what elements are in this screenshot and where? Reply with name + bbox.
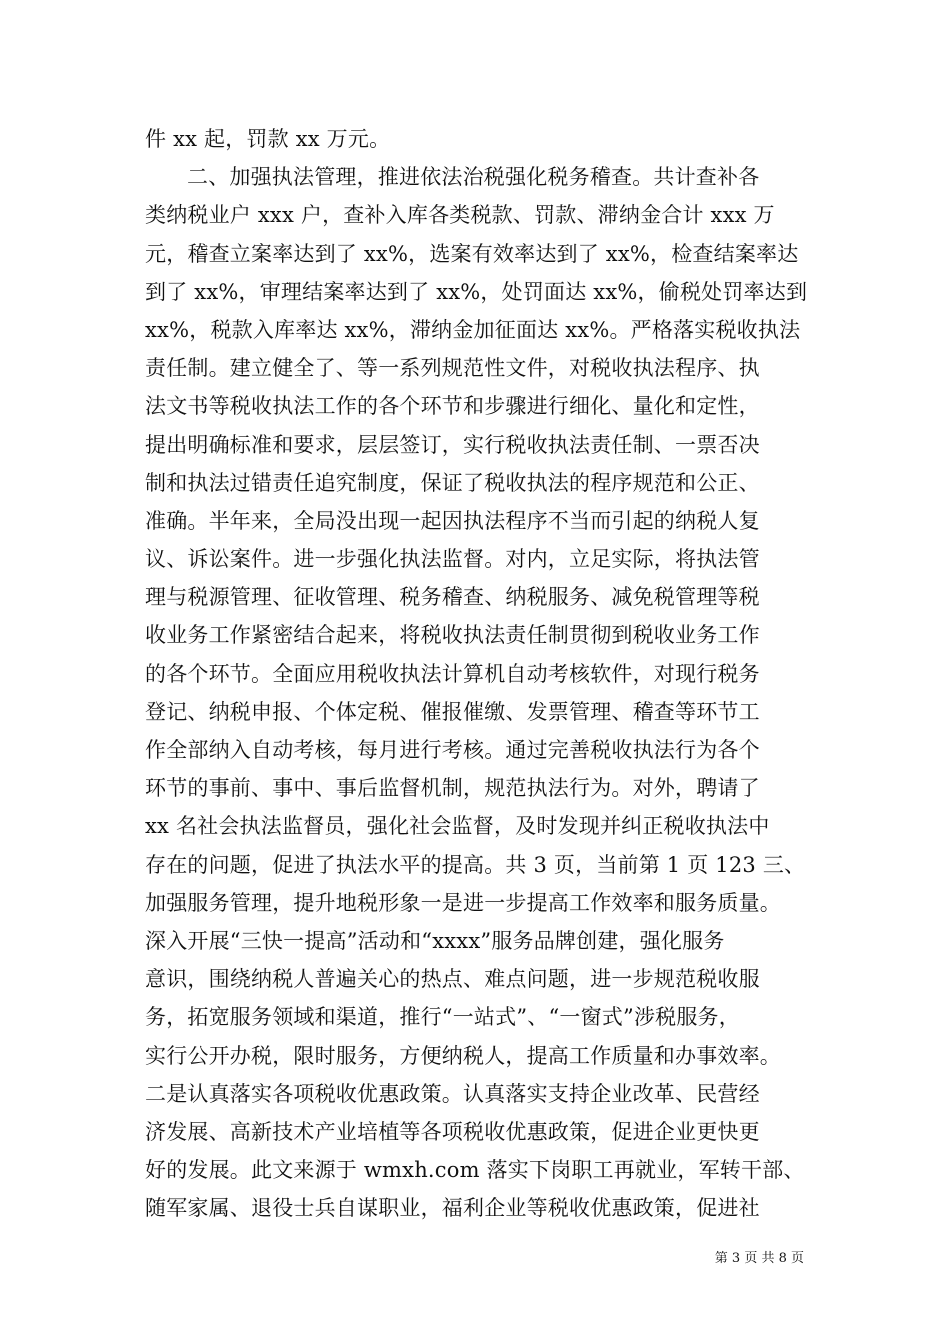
text-line: 存在的问题，促进了执法水平的提高。共 3 页，当前第 1 页 123 三、 <box>145 852 806 877</box>
text-line: 务，拓宽服务领域和渠道，推行“一站式”、“一窗式”涉税服务， <box>145 1005 740 1030</box>
text-line: 意识，围绕纳税人普遍关心的热点、难点问题，进一步规范税收服 <box>145 967 760 992</box>
text-line: 济发展、高新技术产业培植等各项税收优惠政策，促进企业更快更 <box>145 1119 760 1144</box>
text-line: 元，稽查立案率达到了 xx%，选案有效率达到了 xx%，检查结案率达 <box>145 241 799 266</box>
text-line: 责任制。建立健全了、等一系列规范性文件，对税收执法程序、执 <box>145 356 760 381</box>
text-line: xx 名社会执法监督员，强化社会监督，及时发现并纠正税收执法中 <box>145 814 770 839</box>
text-line: 法文书等税收执法工作的各个环节和步骤进行细化、量化和定性， <box>145 394 760 419</box>
text-line: 环节的事前、事中、事后监督机制，规范执法行为。对外，聘请了 <box>145 776 760 801</box>
text-line: 二是认真落实各项税收优惠政策。认真落实支持企业改革、民营经 <box>145 1081 760 1106</box>
text-line: 收业务工作紧密结合起来，将税收执法责任制贯彻到税收业务工作 <box>145 623 760 648</box>
body-text <box>145 120 810 1227</box>
text-line: 深入开展“三快一提高”活动和“xxxx”服务品牌创建，强化服务 <box>145 928 725 953</box>
text-line: 实行公开办税，限时服务，方便纳税人，提高工作质量和办事效率。 <box>145 1043 781 1068</box>
text-line: 好的发展。此文来源于 wmxh.com 落实下岗职工再就业，军转干部、 <box>145 1158 805 1183</box>
text-line: 件 xx 起，罚款 xx 万元。 <box>145 127 391 151</box>
text-line: 理与税源管理、征收管理、税务稽查、纳税服务、减免税管理等税 <box>145 585 760 610</box>
text-line: 类纳税业户 xxx 户，查补入库各类税款、罚款、滞纳金合计 xxx 万 <box>145 203 775 228</box>
text-line: 作全部纳入自动考核，每月进行考核。通过完善税收执法行为各个 <box>145 738 760 762</box>
text-line: 准确。半年来，全局没出现一起因执法程序不当而引起的纳税人复 <box>145 508 760 533</box>
text-line: 登记、纳税申报、个体定税、催报催缴、发票管理、稽查等环节工 <box>145 699 760 724</box>
text-line: 提出明确标准和要求，层层签订，实行税收执法责任制、一票否决 <box>145 432 760 457</box>
text-line: 加强服务管理，提升地税形象一是进一步提高工作效率和服务质量。 <box>145 890 781 915</box>
text-line: 议、诉讼案件。进一步强化执法监督。对内，立足实际，将执法管 <box>145 547 760 572</box>
text-line: 二、加强执法管理，推进依法治税强化税务稽查。共计查补各 <box>187 165 760 190</box>
text-line: 的各个环节。全面应用税收执法计算机自动考核软件，对现行税务 <box>145 661 760 686</box>
text-line: xx%，税款入库率达 xx%，滞纳金加征面达 xx%。严格落实税收执法 <box>145 317 801 342</box>
page-footer: 第 3 页 共 8 页 <box>714 1251 804 1266</box>
text-line: 随军家属、退役士兵自谋职业，福利企业等税收优惠政策，促进社 <box>145 1196 760 1221</box>
text-line: 到了 xx%，审理结案率达到了 xx%，处罚面达 xx%，偷税处罚率达到 <box>145 279 808 304</box>
text-line: 制和执法过错责任追究制度，保证了税收执法的程序规范和公正、 <box>145 470 760 495</box>
